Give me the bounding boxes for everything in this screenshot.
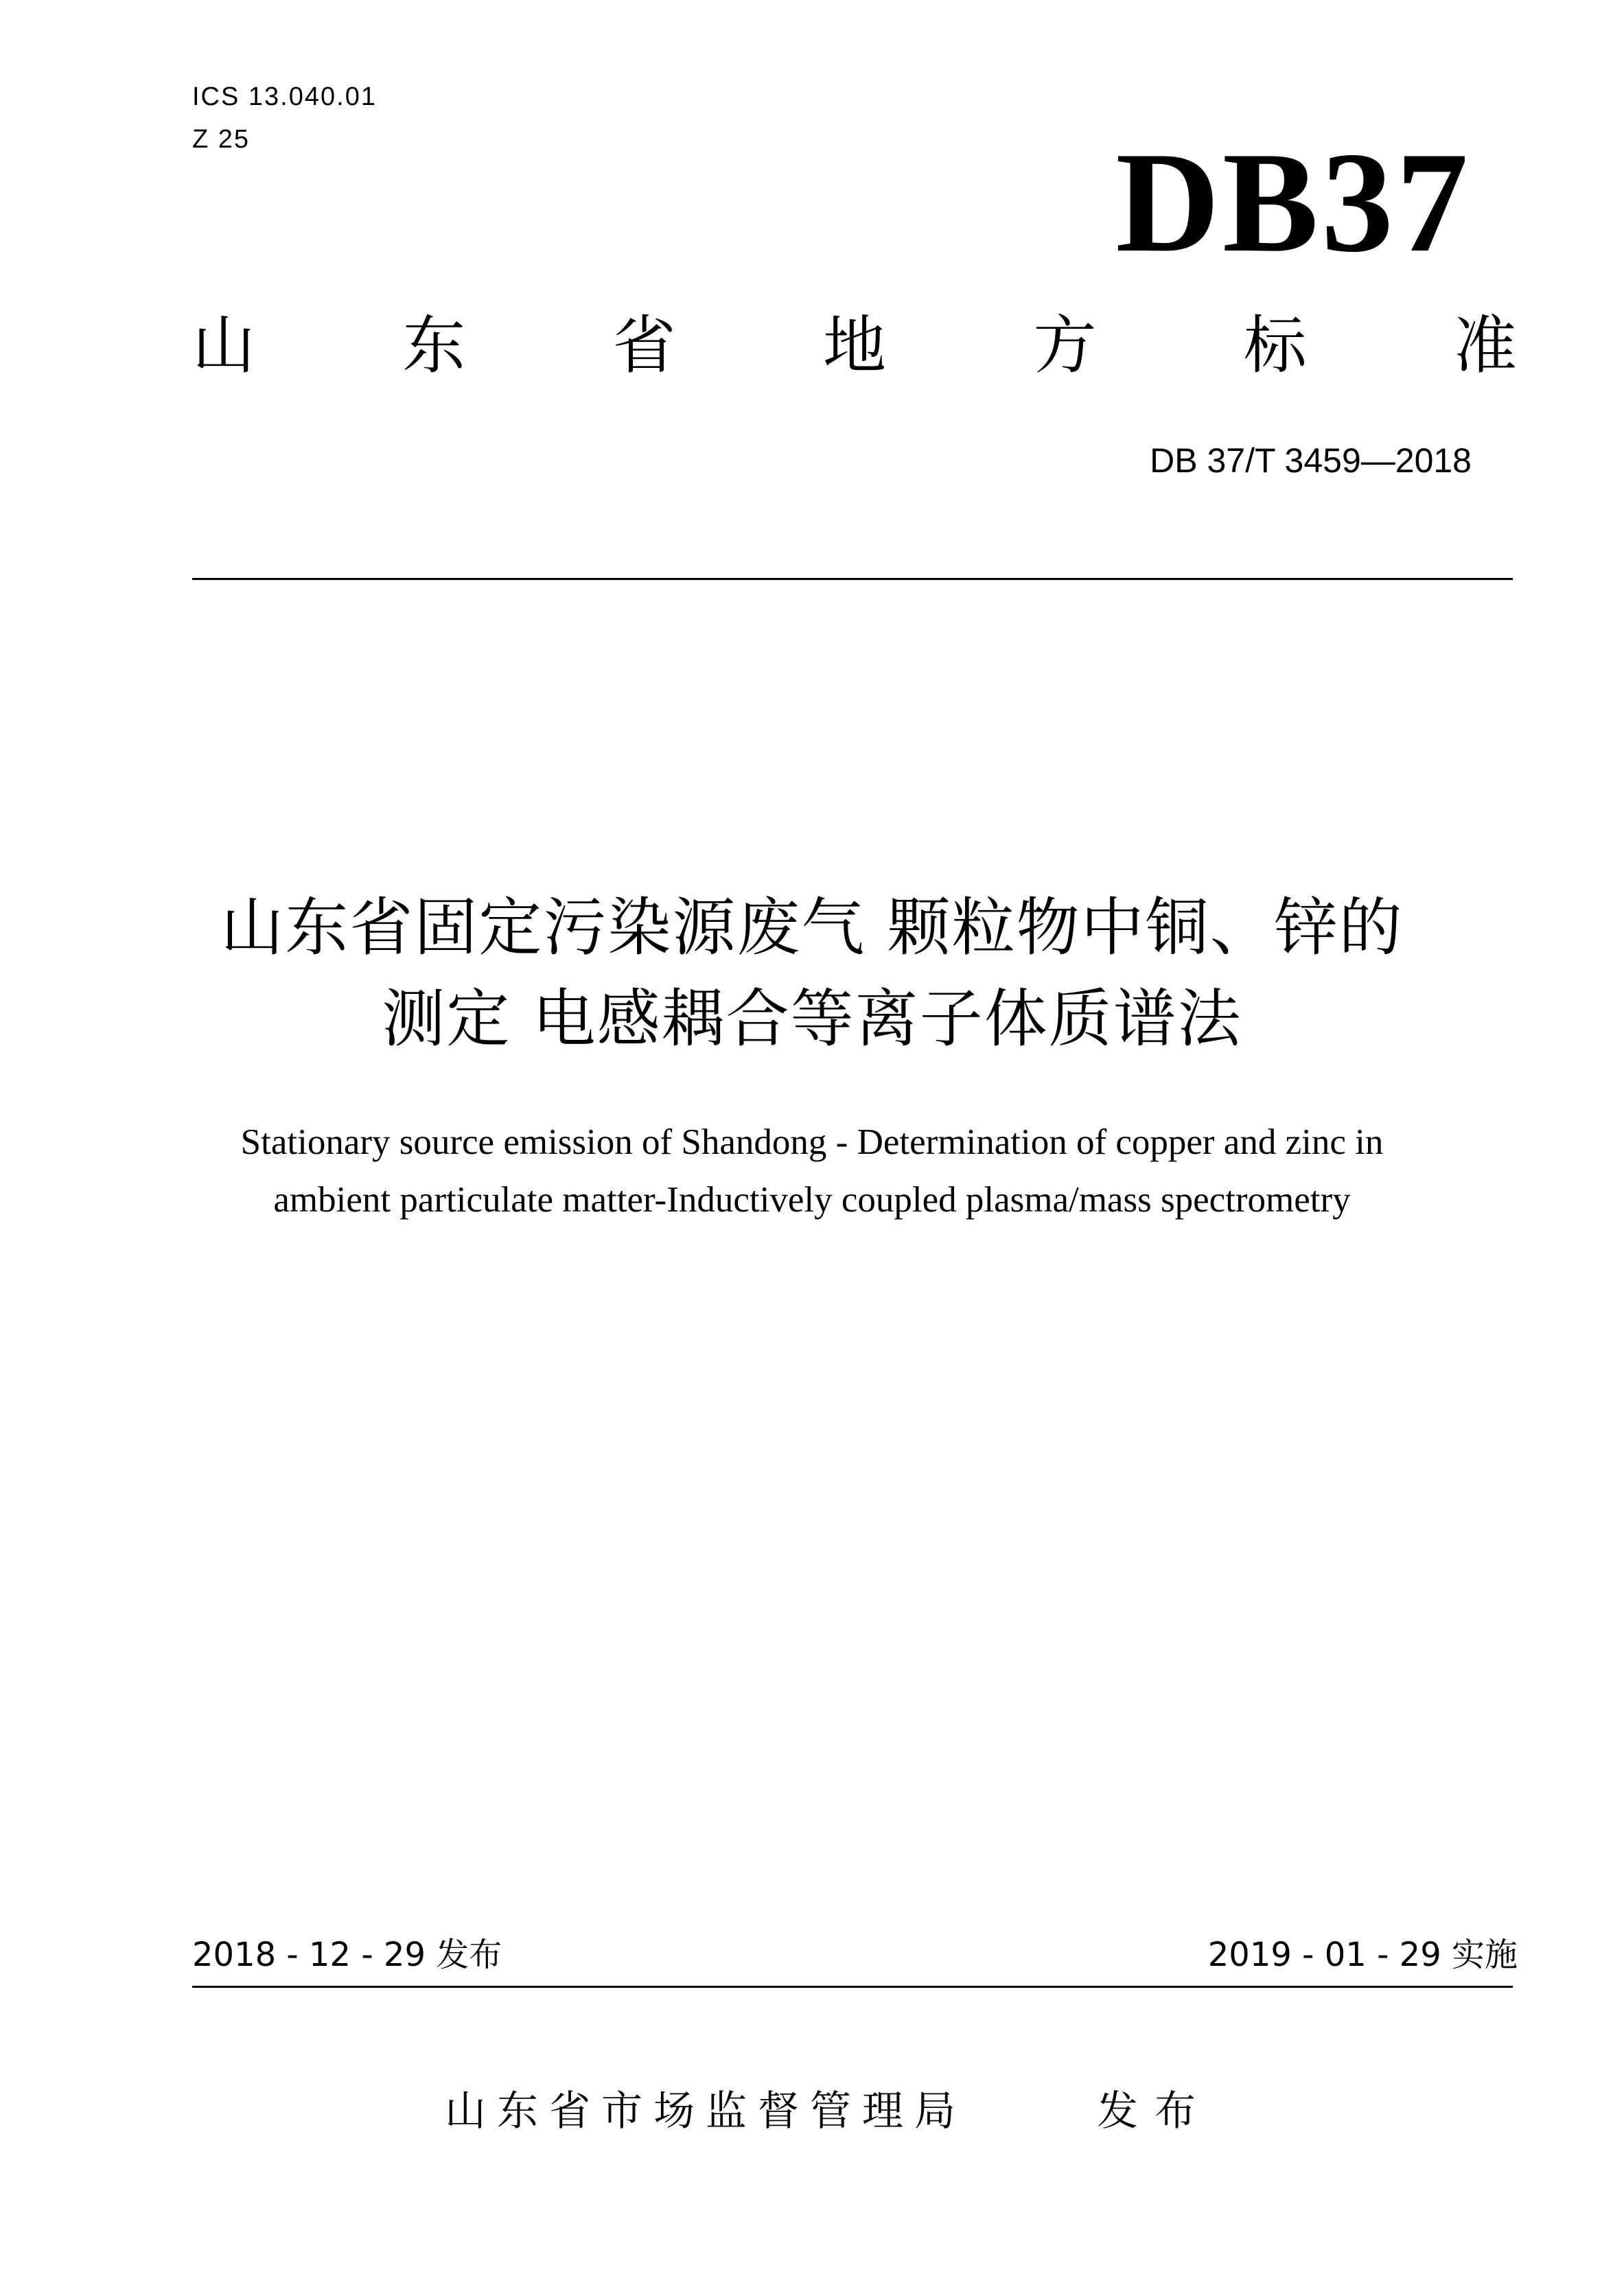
standard-type-char: 省 xyxy=(612,309,676,382)
standard-type-char: 准 xyxy=(1453,309,1517,382)
db37-logo: DB37 xyxy=(1115,123,1471,282)
classification-code: Z 25 xyxy=(192,125,251,154)
ics-code: ICS 13.040.01 xyxy=(192,82,377,111)
standard-type-heading xyxy=(192,309,1517,382)
english-title-line-2: ambient particulate matter-Inductively coupled plasma/mass spectrometry xyxy=(273,1180,1351,1220)
standard-type-char: 方 xyxy=(1033,309,1097,382)
issuing-authority: 山东省市场监督管理局 xyxy=(445,2087,966,2135)
standard-type-char: 标 xyxy=(1243,309,1307,382)
english-title xyxy=(124,1113,1500,1229)
standard-type-char: 地 xyxy=(822,309,886,382)
standard-number: DB 37/T 3459—2018 xyxy=(1150,441,1472,480)
publish-date: 2018 - 12 - 29 发布 xyxy=(192,1936,502,1974)
chinese-title-line-2: 测定 电感耦合等离子体质谱法 xyxy=(382,982,1242,1056)
chinese-title xyxy=(124,882,1500,1065)
english-title-line-1: Stationary source emission of Shandong - Determination of copper and zinc in xyxy=(240,1122,1384,1162)
issue-label: 发布 xyxy=(1097,2087,1212,2135)
chinese-title-line-1: 山东省固定污染源废气 颗粒物中铜、锌的 xyxy=(220,891,1404,964)
top-divider xyxy=(192,578,1513,580)
standard-type-char: 山 xyxy=(192,309,256,382)
bottom-divider xyxy=(192,1986,1513,1988)
standard-type-char: 东 xyxy=(402,309,466,382)
implementation-date: 2019 - 01 - 29 实施 xyxy=(1207,1936,1518,1974)
